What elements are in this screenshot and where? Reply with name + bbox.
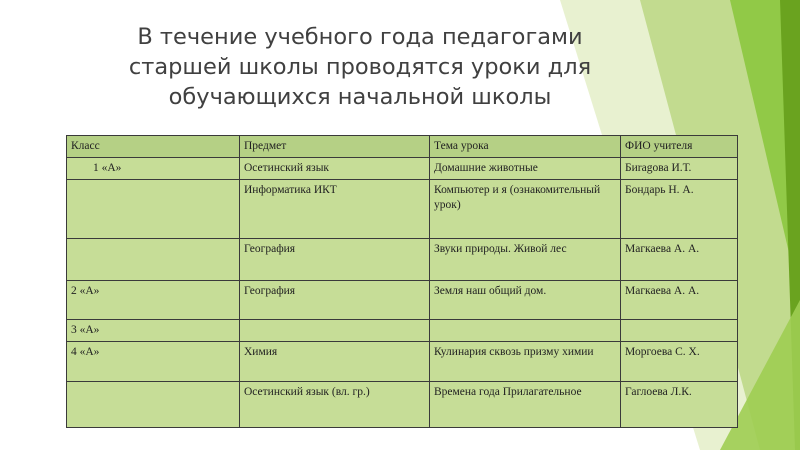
table-row [67, 239, 738, 281]
table-cell-class [67, 239, 240, 281]
table-cell-topic: Звуки природы. Живой лес [430, 239, 621, 281]
table-row [67, 382, 738, 428]
header-cell-topic: Тема урока [430, 136, 621, 158]
table-cell-class: 3 «А» [67, 320, 240, 342]
table-cell-class: 2 «А» [67, 281, 240, 320]
table-cell-class: 4 «А» [67, 342, 240, 382]
slide-title-line-3: обучающихся начальной школы [168, 84, 552, 110]
table-cell-topic: Домашние животные [430, 158, 621, 180]
table-cell-topic: Кулинария сквозь призму химии [430, 342, 621, 382]
slide-title-line-1: В течение учебного года педагогами [137, 24, 583, 50]
table-cell-subject: География [240, 239, 430, 281]
header-cell-subject: Предмет [240, 136, 430, 158]
table-cell-subject [240, 320, 430, 342]
table-cell-teacher [621, 320, 738, 342]
header-cell-class: Класс [67, 136, 240, 158]
table-cell-topic: Компьютер и я (ознакомительный урок) [430, 180, 621, 239]
table-row [67, 320, 738, 342]
table-row [67, 158, 738, 180]
table-cell-teacher: Биragова И.Т. [621, 158, 738, 180]
table-cell-class: 1 «А» [67, 158, 240, 180]
table-cell-subject: Осетинский язык (вл. гр.) [240, 382, 430, 428]
table-cell-topic: Земля наш общий дом. [430, 281, 621, 320]
table-row [67, 342, 738, 382]
table-cell-teacher: Магкаева А. А. [621, 239, 738, 281]
table-cell-subject: Информатика ИКТ [240, 180, 430, 239]
table-cell-teacher: Бондарь Н. А. [621, 180, 738, 239]
table-cell-subject: География [240, 281, 430, 320]
table-cell-class [67, 180, 240, 239]
table-row [67, 281, 738, 320]
table-cell-class [67, 382, 240, 428]
table-cell-subject: Химия [240, 342, 430, 382]
table-header-row [67, 136, 738, 158]
slide-title [60, 22, 660, 112]
lessons-table [66, 135, 738, 428]
table-cell-teacher: Магкаева А. А. [621, 281, 738, 320]
table-row [67, 180, 738, 239]
header-cell-teacher: ФИО учителя [621, 136, 738, 158]
table-cell-topic [430, 320, 621, 342]
slide-title-line-2: старшей школы проводятся уроки для [128, 54, 592, 80]
table-cell-topic: Времена года Прилагательное [430, 382, 621, 428]
table-cell-teacher: Моргоева С. Х. [621, 342, 738, 382]
table-cell-teacher: Гаглоева Л.К. [621, 382, 738, 428]
table-cell-subject: Осетинский язык [240, 158, 430, 180]
